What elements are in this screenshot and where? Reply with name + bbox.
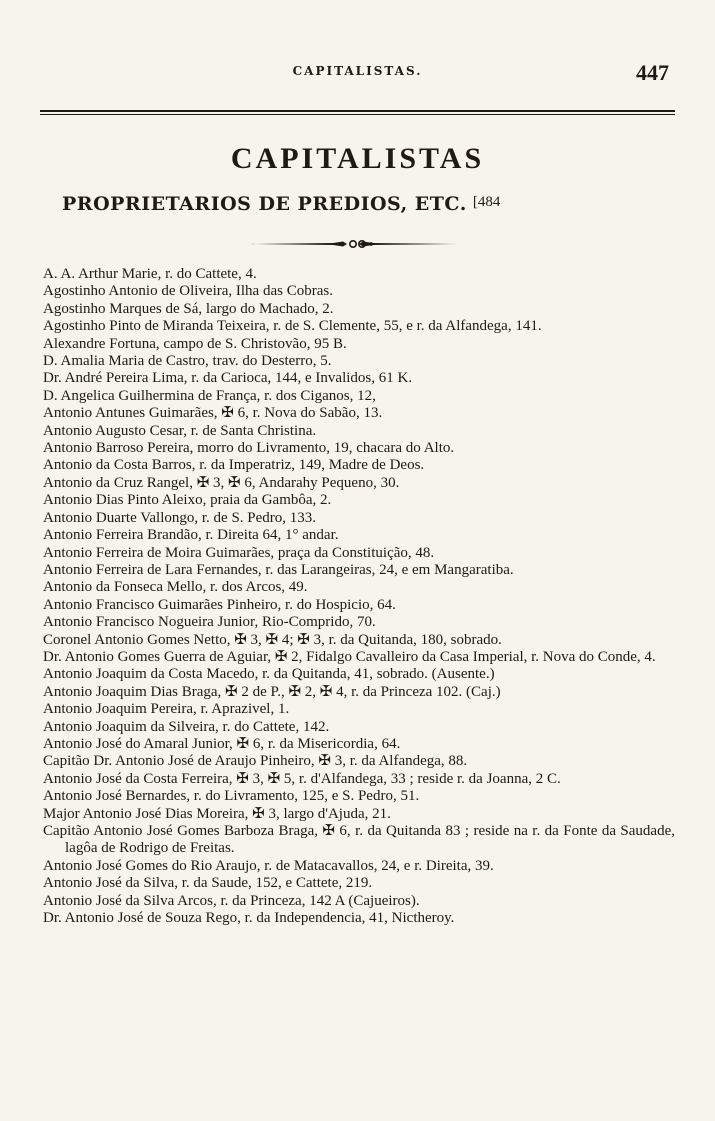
list-item: Antonio José Bernardes, r. do Livramento, 125, e S. Pedro, 51. <box>43 788 420 805</box>
list-item: Antonio da Cruz Rangel, ✠ 3, ✠ 6, Andarahy Pequeno, 30. <box>43 474 400 491</box>
list-item: Antonio Augusto Cesar, r. de Santa Christina. <box>43 422 317 439</box>
list-item: Agostinho Marques de Sá, largo do Machado, 2. <box>43 300 334 317</box>
list-item: D. Angelica Guilhermina de França, r. dos Ciganos, 12, <box>43 387 376 404</box>
list-item: Antonio da Costa Barros, r. da Imperatriz, 149, Madre de Deos. <box>43 457 425 474</box>
list-item: Antonio Ferreira Brandão, r. Direita 64, 1° andar. <box>43 527 339 544</box>
list-item: Capitão Antonio José Gomes Barboza Braga, ✠ 6, r. da Quitanda 83 ; reside na r. da Fonte da Saudade, lagôa de Rodrigo de Freitas. <box>43 823 675 857</box>
list-item: Antonio Barroso Pereira, morro do Livramento, 19, chacara do Alto. <box>43 440 455 457</box>
section-subtitle <box>62 193 500 215</box>
list-item: Antonio José da Silva Arcos, r. da Princeza, 142 A (Cajueiros). <box>43 892 420 909</box>
list-item: Antonio Joaquim da Costa Macedo, r. da Quitanda, 41, sobrado. (Ausente.) <box>43 666 495 683</box>
list-item: Antonio Joaquim Pereira, r. Aprazivel, 1. <box>43 701 290 718</box>
list-item: D. Amalia Maria de Castro, trav. do Desterro, 5. <box>43 353 332 370</box>
list-item: Antonio Francisco Nogueira Junior, Rio-Comprido, 70. <box>43 614 376 631</box>
list-item: Antonio Duarte Vallongo, r. de S. Pedro, 133. <box>43 509 317 526</box>
list-item: Antonio Ferreira de Moira Guimarães, praça da Constituição, 48. <box>43 544 435 561</box>
list-item: Antonio José da Silva, r. da Saude, 152, e Cattete, 219. <box>43 875 373 892</box>
list-item: Antonio José Gomes do Rio Araujo, r. de Matacavallos, 24, e r. Direita, 39. <box>43 857 494 874</box>
entry-list <box>43 266 675 927</box>
list-item: Major Antonio José Dias Moreira, ✠ 3, largo d'Ajuda, 21. <box>43 805 391 822</box>
list-item: A. A. Arthur Marie, r. do Cattete, 4. <box>43 266 257 282</box>
running-title: CAPITALISTAS. <box>292 64 423 78</box>
header-rule-thin <box>40 114 675 115</box>
list-item: Agostinho Antonio de Oliveira, Ilha das Cobras. <box>43 283 333 300</box>
list-item: Antonio Joaquim da Silveira, r. do Cattete, 142. <box>43 718 330 735</box>
list-item: Alexandre Fortuna, campo de S. Christovão, 95 B. <box>43 335 347 352</box>
list-item: Dr. Antonio José de Souza Rego, r. da Independencia, 41, Nictheroy. <box>43 910 455 927</box>
list-item: Dr. André Pereira Lima, r. da Carioca, 144, e Invalidos, 61 K. <box>43 370 413 387</box>
section-reference: [484 <box>472 194 501 210</box>
running-head <box>0 62 715 86</box>
section-title: CAPITALISTAS <box>230 142 485 175</box>
list-item: Antonio da Fonseca Mello, r. dos Arcos, 49. <box>43 579 308 596</box>
list-item: Agostinho Pinto de Miranda Teixeira, r. de S. Clemente, 55, e r. da Alfandega, 141. <box>43 318 542 335</box>
list-item: Antonio Dias Pinto Aleixo, praia da Gambôa, 2. <box>43 492 332 509</box>
list-item: Antonio Ferreira de Lara Fernandes, r. das Larangeiras, 24, e em Mangaratiba. <box>43 561 514 578</box>
section-subtitle-text: PROPRIETARIOS DE PREDIOS, ETC. <box>62 193 467 215</box>
list-item: Antonio José da Costa Ferreira, ✠ 3, ✠ 5, r. d'Alfandega, 33 ; reside r. da Joanna, 2 C. <box>43 770 561 787</box>
list-item: Antonio Joaquim Dias Braga, ✠ 2 de P., ✠ 2, ✠ 4, r. da Princeza 102. (Caj.) <box>43 683 501 700</box>
list-item: Antonio Antunes Guimarães, ✠ 6, r. Nova do Sabão, 13. <box>43 405 383 422</box>
list-item: Antonio Francisco Guimarães Pinheiro, r. do Hospicio, 64. <box>43 596 396 613</box>
list-item: Coronel Antonio Gomes Netto, ✠ 3, ✠ 4; ✠ 3, r. da Quitanda, 180, sobrado. <box>43 631 502 648</box>
list-item: Dr. Antonio Gomes Guerra de Aguiar, ✠ 2, Fidalgo Cavalleiro da Casa Imperial, r. Nova do Conde, 4. <box>43 648 656 665</box>
ornament-divider-icon <box>247 236 459 252</box>
list-item: Antonio José do Amaral Junior, ✠ 6, r. da Misericordia, 64. <box>43 735 401 752</box>
header-rule <box>40 110 675 112</box>
list-item: Capitão Dr. Antonio José de Araujo Pinheiro, ✠ 3, r. da Alfandega, 88. <box>43 753 468 770</box>
page-number: 447 <box>636 60 669 85</box>
